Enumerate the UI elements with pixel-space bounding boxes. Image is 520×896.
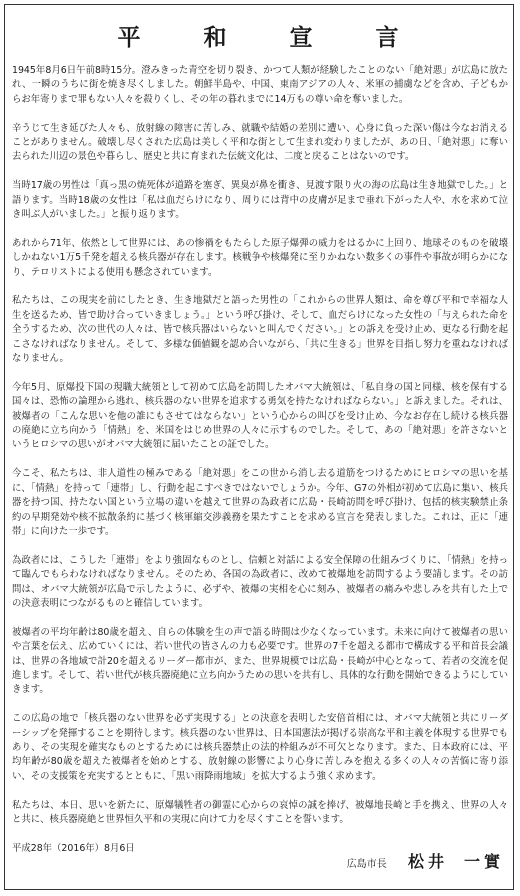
- signature-block: [347, 849, 504, 872]
- paragraph: 今年5月、原爆投下国の現職大統領として初めて広島を訪問したオバマ大統領は、「私自身の国と同様、核を保有する国々は、恐怖の論理から逃れ、核兵器のない世界を追求する勇気を持たなければならない。」と訴えました。それは、被爆者の「こんな思いを他の誰にもさせてはならない」という心からの叫びを受け止め、今なお存在し続ける核兵器の廃絶に立ち向かう「情熱」を、米国をはじめ世界の人々に示すものでした。そして、あの「絶対悪」を許さないというヒロシマの思いがオバマ大統領に届いたことの証でした。: [12, 381, 508, 451]
- paragraph: 私たちは、この現実を前にしたとき、生き地獄だと語った男性の「これからの世界人類は、命を尊び平和で幸福な人生を送るため、皆で助け合っていきましょう。」という呼び掛け、そして、血だらけになった女性の「与えられた命を全うするため、次の世代の人々は、皆で核兵器はいらないと叫んでください。」との訴えを受け止め、更なる行動を起こさなければなりません。そして、多様な価値観を認め合いながら、「共に生きる」世界を目指し努力を重ねなければなりません。: [12, 295, 508, 365]
- declaration-body: [12, 64, 508, 856]
- paragraph: 私たちは、本日、思いを新たに、原爆犠牲者の御霊に心からの哀悼の誠を捧げ、被爆地長崎と手を携え、世界の人々と共に、核兵器廃絶と世界恒久平和の実現に向けて力を尽くすことを誓います。: [12, 799, 508, 825]
- paragraph: この広島の地で「核兵器のない世界を必ず実現する」との決意を表明した安倍首相には、オバマ大統領と共にリーダーシップを発揮することを期待します。核兵器のない世界は、日本国憲法が掲げる崇高な平和主義を体現する世界でもあり、その実現を確実なものとするためには核兵器禁止の法的枠組みが不可欠となります。また、日本政府には、平均年齢が80歳を超えた被爆者を始めとする、放射線の影響により心身に苦しみを抱える多くの人々の苦悩に寄り添い、その支援策を充実するとともに、「黒い雨降雨地域」を拡大するよう強く求めます。: [12, 713, 508, 782]
- paragraph: 今こそ、私たちは、非人道性の極みである「絶対悪」をこの世から消し去る道筋をつけるためにヒロシマの思いを基に、「情熱」を持って「連帯」し、行動を起こすべきではないでしょうか。今年、G7の外相が初めて広島に集い、核兵器を持つ国、持たない国という立場の違いを越えて世界の為政者に広島・長崎訪問を呼び掛け、包括的核実験禁止条約の早期発効や核不拡散条約に基づく核軍縮交渉義務を果たすことを求める宣言を発表しました。これは、正に「連帯」に向けた一歩です。: [12, 468, 508, 537]
- signer-role: 広島市長: [346, 859, 387, 870]
- paragraph: 為政者には、こうした「連帯」をより強固なものとし、信頼と対話による安全保障の仕組みづくりに、「情熱」を持って臨んでもらわなければなりません。そのため、各国の為政者に、改めて被爆地を訪問するよう要請します。その訪問は、オバマ大統領が広島で示したように、必ずや、被爆の実相を心に刻み、被爆者の痛みや悲しみを共有した上での決意表明につながるものと確信しています。: [12, 554, 508, 609]
- paragraph: 被爆者の平均年齢は80歳を超え、自らの体験を生の声で語る時間は少なくなっています。未来に向けて被爆者の思いや言葉を伝え、広めていくには、若い世代の皆さんの力も必要です。世界の7千を超える都市で構成する平和首長会議は、世界の各地域で計20を超えるリーダー都市が、また、世界規模では広島・長崎が中心となって、若者の交流を促進します。そして、若い世代が核兵器廃絶に立ち向かうための思いを共有し、具体的な行動を開始できるようにしていきます。: [12, 626, 508, 696]
- paragraph: 当時17歳の男性は「真っ黒の焼死体が道路を塞ぎ、異臭が鼻を衝き、見渡す限り火の海の広島は生き地獄でした。」と語ります。当時18歳の女性は「私は血だらけになり、周りには背中の皮膚が足まで垂れ下がった人や、水を求めて泣き叫ぶ人がいました。」と振り返ります。: [12, 180, 508, 221]
- signer-name: [408, 852, 504, 871]
- declaration-date: 平成28年（2016年）8月6日: [12, 842, 135, 854]
- document-title: 平 和 宣 言: [117, 24, 419, 51]
- paragraph: 1945年8月6日午前8時15分。澄みきった青空を切り裂き、かつて人類が経験したことのない「絶対悪」が広島に放たれ、一瞬のうちに街を焼き尽くしました。朝鮮半島や、中国、東南アジアの人々、米軍の捕虜などを含め、子どもからお年寄りまで罪もない人々を殺りくし、その年の暮れまでに14万もの尊い命を奪いました。: [12, 65, 508, 105]
- paragraph: 辛うじて生き延びた人々も、放射線の障害に苦しみ、就職や結婚の差別に遭い、心身に負った深い傷は今なお消えることがありません。破壊し尽くされた広島は美しく平和な街として生まれ変わりましたが、あの日、「絶対悪」に奪い去られた川辺の景色や暮らし、歴史と共に育まれた伝統文化は、二度と戻ることはないのです。: [12, 122, 508, 163]
- paragraph: あれから71年、依然として世界には、あの惨禍をもたらした原子爆弾の威力をはるかに上回り、地球そのものを破壊しかねない1万5千発を超える核兵器が存在します。核戦争や核爆発に至りかねない数多くの事件や事故が明らかになり、テロリストによる使用も懸念されています。: [12, 237, 508, 278]
- signer-given-name: 一實: [463, 852, 504, 871]
- signer-surname: 松井: [407, 852, 448, 871]
